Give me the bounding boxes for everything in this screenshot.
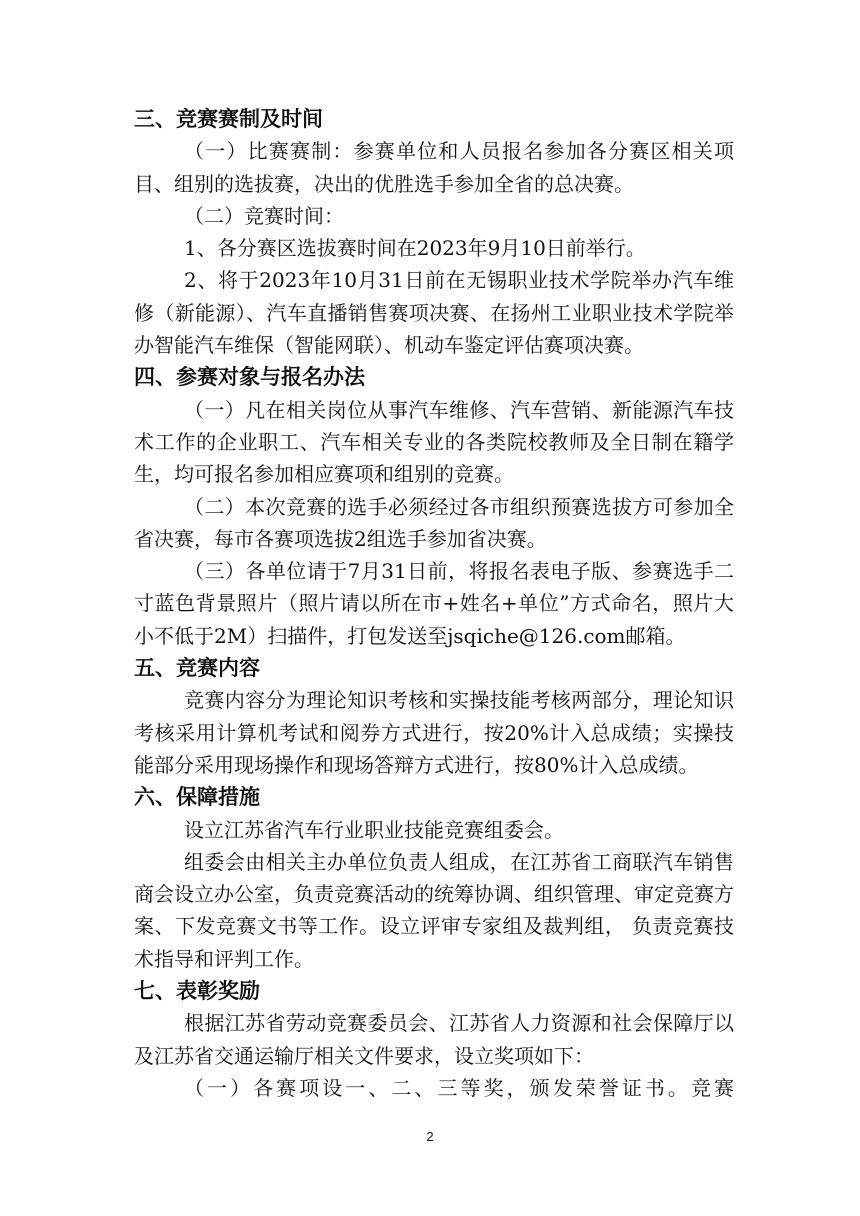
paragraph: 2、将于2023年10月31日前在无锡职业技术学院举办汽车维修（新能源）、汽车直播销售赛项决赛、在扬州工业职业技术学院举办智能汽车维保（智能网联）、机动车鉴定评估赛项决赛。 [134, 268, 734, 358]
section-heading-5: 五、竞赛内容 [134, 656, 260, 681]
paragraph: （一）比赛赛制：参赛单位和人员报名参加各分赛区相关项目、组别的选拔赛，决出的优胜选手参加全省的总决赛。 [134, 139, 734, 196]
document-body [134, 103, 734, 1104]
section-heading-4: 四、参赛对象与报名办法 [134, 365, 365, 390]
paragraph: （二）本次竞赛的选手必须经过各市组织预赛选拔方可参加全省决赛，每市各赛项选拔2组选手参加省决赛。 [134, 494, 734, 551]
paragraph: （三）各单位请于7月31日前，将报名表电子版、参赛选手二寸蓝色背景照片（照片请以所在市+姓名+单位”方式命名，照片大小不低于2M）扫描件，打包发送至jsqiche@126.com邮箱。 [134, 559, 734, 648]
section-heading-7: 七、表彰奖励 [134, 979, 260, 1004]
paragraph: （一）凡在相关岗位从事汽车维修、汽车营销、新能源汽车技术工作的企业职工、汽车相关专业的各类院校教师及全日制在籍学生，均可报名参加相应赛项和组别的竞赛。 [134, 397, 734, 487]
paragraph: 设立江苏省汽车行业职业技能竞赛组委会。 [184, 817, 564, 842]
paragraph: （二）竞赛时间： [184, 203, 344, 228]
section-heading-6: 六、保障措施 [134, 785, 260, 810]
paragraph: 根据江苏省劳动竞赛委员会、江苏省人力资源和社会保障厅以及江苏省交通运输厅相关文件要求，设立奖项如下： [134, 1011, 734, 1068]
page-number: 2 [426, 1129, 434, 1144]
paragraph: （一）各赛项设一、二、三等奖，颁发荣誉证书。竞赛 [184, 1075, 734, 1100]
paragraph: 竞赛内容分为理论知识考核和实操技能考核两部分，理论知识考核采用计算机考试和阅券方式进行，按20%计入总成绩；实操技能部分采用现场操作和现场答辩方式进行，按80%计入总成绩。 [134, 688, 734, 777]
section-heading-3: 三、竞赛赛制及时间 [134, 107, 323, 131]
paragraph: 1、各分赛区选拔赛时间在2023年9月10日前举行。 [184, 236, 646, 261]
paragraph: 组委会由相关主办单位负责人组成，在江苏省工商联汽车销售商会设立办公室，负责竞赛活动的统筹协调、组织管理、审定竞赛方案、下发竞赛文书等工作。设立评审专家组及裁判组， 负责竞赛技术指导和评判工作。 [134, 849, 734, 971]
